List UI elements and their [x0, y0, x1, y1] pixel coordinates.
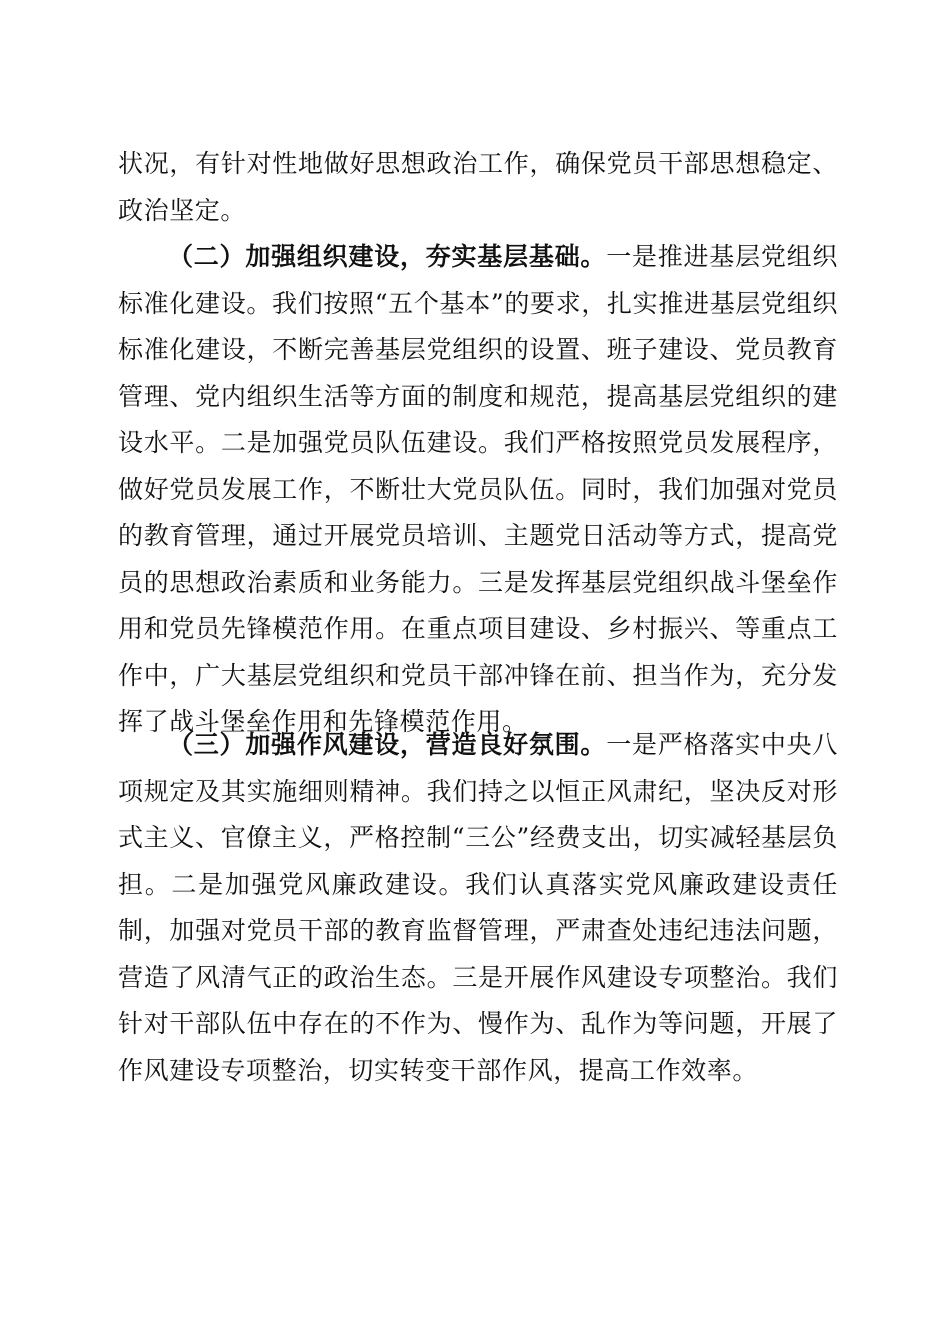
- paragraph-body: 一是推进基层党组织标准化建设。我们按照“五个基本”的要求，扎实推进基层党组织标准化建设，不断完善基层党组织的设置、班子建设、党员教育管理、党内组织生活等方面的制度和规范，提高基层党组织的建设水平。二是加强党员队伍建设。我们严格按照党员发展程序，做好党员发展工作，不断壮大党员队伍。同时，我们加强对党员的教育管理，通过开展党员培训、主题党日活动等方式，提高党员的思想政治素质和业务能力。三是发挥基层党组织战斗堡垒作用和党员先锋模范作用。在重点项目建设、乡村振兴、等重点工作中，广大基层党组织和党员干部冲锋在前、担当作为，充分发挥了战斗堡垒作用和先锋模范作用。: [118, 242, 838, 736]
- paragraph-style-building: [118, 722, 838, 1094]
- section-heading: （二）加强组织建设，夯实基层基础。: [168, 242, 607, 271]
- paragraph-body: 状况，有针对性地做好思想政治工作，确保党员干部思想稳定、政治坚定。: [118, 149, 838, 225]
- paragraph-continuation: [118, 141, 838, 234]
- paragraph-body: 一是严格落实中央八项规定及其实施细则精神。我们持之以恒正风肃纪，坚决反对形式主义、官僚主义，严格控制“三公”经费支出，切实减轻基层负担。二是加强党风廉政建设。我们认真落实党风廉政建设责任制，加强对党员干部的教育监督管理，严肃查处违纪违法问题，营造了风清气正的政治生态。三是开展作风建设专项整治。我们针对干部队伍中存在的不作为、慢作为、乱作为等问题，开展了作风建设专项整治，切实转变干部作风，提高工作效率。: [118, 730, 838, 1085]
- section-heading: （三）加强作风建设，营造良好氛围。: [168, 730, 607, 759]
- paragraph-organization-building: [118, 234, 838, 746]
